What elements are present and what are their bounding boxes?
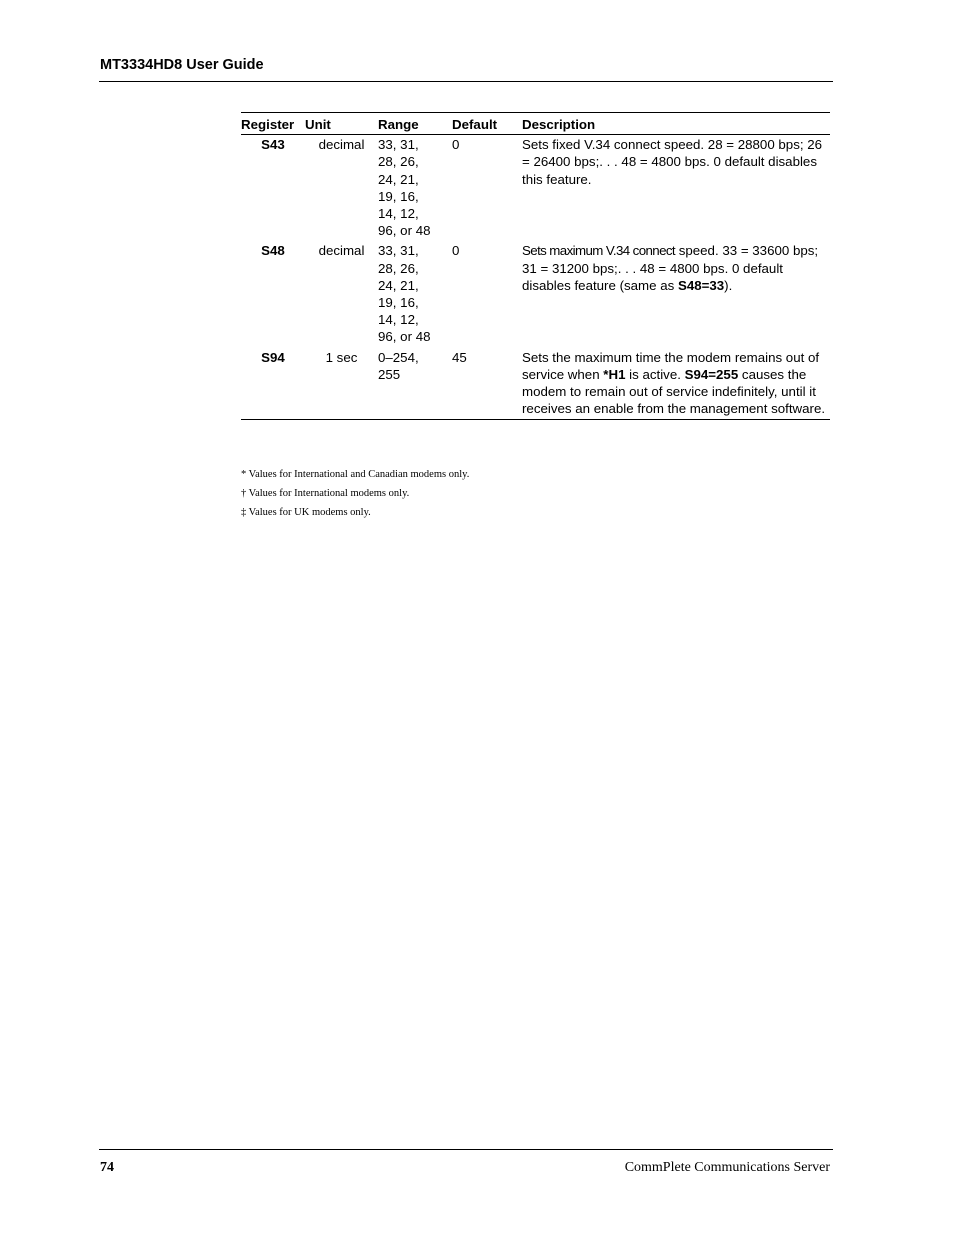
register-cell: S43 bbox=[261, 137, 285, 153]
footnote: * Values for International and Canadian modems only. bbox=[241, 469, 470, 480]
unit-cell: 1 sec bbox=[325, 349, 358, 365]
range-line: 14, 12, bbox=[378, 206, 419, 222]
range-cell bbox=[378, 348, 452, 420]
range-line: 96, or 48 bbox=[378, 329, 431, 345]
range-line: 33, 31, bbox=[378, 243, 419, 259]
column-header-description: Description bbox=[522, 117, 596, 132]
description-cell bbox=[522, 241, 830, 347]
range-line: 28, 26, bbox=[378, 154, 419, 170]
table-row bbox=[241, 135, 830, 242]
description-text: causes the modem to remain out of service indefinitely, until it receives an enable from the management software. bbox=[522, 366, 826, 417]
page-header-title: MT3334HD8 User Guide bbox=[100, 57, 264, 73]
footnotes bbox=[241, 469, 469, 526]
description-bold-register: S48=33 bbox=[677, 277, 725, 293]
range-line: 24, 21, bbox=[378, 277, 419, 293]
range-line: 0–254, bbox=[378, 349, 419, 365]
page-number: 74 bbox=[100, 1160, 114, 1175]
default-cell: 0 bbox=[452, 137, 460, 153]
footnote: ‡ Values for UK modems only. bbox=[241, 507, 371, 518]
register-cell: S94 bbox=[261, 349, 285, 365]
table-row bbox=[241, 348, 830, 420]
column-header-register: Register bbox=[241, 117, 295, 132]
description-cell: Sets fixed V.34 connect speed. 28 = 28800 bps; 26 = 26400 bps;. . . 48 = 4800 bps. 0 default disables this feature. bbox=[522, 137, 823, 187]
range-line: 24, 21, bbox=[378, 171, 419, 187]
register-table bbox=[241, 112, 830, 420]
table-header-row bbox=[241, 113, 830, 135]
footnote: † Values for International modems only. bbox=[241, 488, 410, 499]
range-line: 19, 16, bbox=[378, 188, 419, 204]
description-text: ). bbox=[724, 277, 733, 293]
column-header-default: Default bbox=[452, 117, 498, 132]
range-line: 28, 26, bbox=[378, 260, 419, 276]
description-text: Sets the maximum time the modem remains out of service when bbox=[522, 349, 820, 382]
description-text: speed. 33 = 33600 bps; 31 = 31200 bps;. . . 48 = 4800 bps. 0 default disables feature (same as bbox=[522, 243, 819, 293]
description-bold-command: *H1 bbox=[603, 366, 626, 382]
range-line: 255 bbox=[378, 366, 401, 382]
register-cell: S48 bbox=[261, 243, 285, 259]
footer-title: CommPlete Communications Server bbox=[624, 1160, 830, 1175]
range-cell bbox=[378, 135, 452, 242]
unit-cell: decimal bbox=[318, 137, 365, 153]
header-divider bbox=[99, 81, 833, 82]
table-row bbox=[241, 241, 830, 347]
description-cell bbox=[522, 348, 830, 420]
column-header-range: Range bbox=[378, 117, 419, 132]
description-bold-register: S94=255 bbox=[684, 366, 739, 382]
description-text: is active. bbox=[625, 366, 685, 382]
range-line: 33, 31, bbox=[378, 137, 419, 153]
description-condensed-text: Sets maximum V.34 connect bbox=[522, 243, 676, 259]
unit-cell: decimal bbox=[318, 243, 365, 259]
range-line: 19, 16, bbox=[378, 295, 419, 311]
default-cell: 45 bbox=[452, 349, 467, 365]
default-cell: 0 bbox=[452, 243, 460, 259]
range-line: 14, 12, bbox=[378, 312, 419, 328]
range-cell bbox=[378, 241, 452, 347]
footer-divider bbox=[99, 1149, 833, 1150]
column-header-unit: Unit bbox=[305, 117, 331, 132]
range-line: 96, or 48 bbox=[378, 223, 431, 239]
